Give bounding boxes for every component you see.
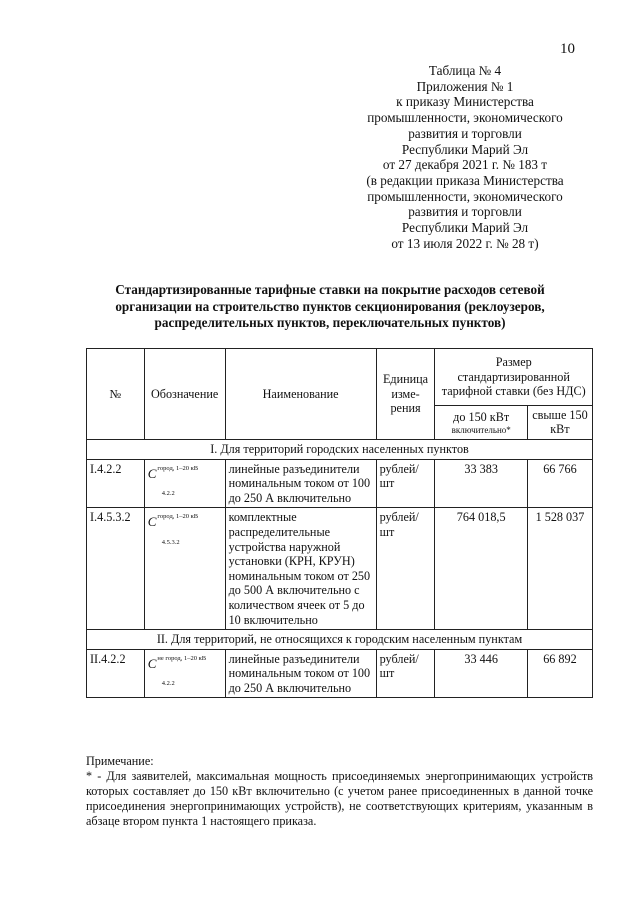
row-value-upto150: 33 383 <box>435 459 527 508</box>
title-line: распределительных пунктов, переключательных пунктов) <box>154 315 506 330</box>
section-row <box>87 630 593 650</box>
row-value-over150: 1 528 037 <box>527 508 592 630</box>
table-row <box>87 508 593 630</box>
table-header-row <box>87 349 593 406</box>
row-value-upto150: 33 446 <box>435 649 527 698</box>
header-upto150-note: включительно* <box>451 424 511 435</box>
table-row <box>87 649 593 698</box>
header-line: развития и торговли <box>408 204 522 220</box>
table-title <box>100 282 560 332</box>
section-title: II. Для территорий, не относящихся к городским населенным пунктам <box>87 630 593 650</box>
row-unit: рублей/ шт <box>376 459 435 508</box>
row-name: комплектные распределительные устройства наружной установки (КРН, КРУН) номинальным током от 250 до 500 А включительно с количеством ячеек от 5 до 10 включительно <box>225 508 376 630</box>
header-line: к приказу Министерства <box>396 94 534 110</box>
row-value-over150: 66 766 <box>527 459 592 508</box>
header-num: № <box>87 349 145 440</box>
document-header <box>340 63 590 251</box>
page-number: 10 <box>560 41 575 57</box>
note-title: Примечание: <box>86 754 154 768</box>
header-line: от 13 июля 2022 г. № 28 т) <box>391 235 539 251</box>
tariff-table <box>86 348 593 698</box>
section-title: I. Для территорий городских населенных пунктов <box>87 439 593 459</box>
row-designation: $C^{не город, 1-20 кВ}$ $_{4.2.2}$ <box>144 649 225 698</box>
row-num: I.4.5.3.2 <box>87 508 145 630</box>
header-line: промышленности, экономического <box>367 110 563 126</box>
header-line: Таблица № 4 <box>428 63 502 78</box>
row-num: I.4.2.2 <box>87 459 145 508</box>
section-row <box>87 439 593 459</box>
header-over150: свыше 150 кВт <box>527 405 592 439</box>
footnote <box>86 754 593 829</box>
header-upto150-label: до 150 кВт <box>453 410 510 425</box>
table-row <box>87 459 593 508</box>
header-line: Республики Марий Эл <box>401 141 529 157</box>
row-value-upto150: 764 018,5 <box>435 508 527 630</box>
header-rate: Размер стандартизированной тарифной ставки (без НДС) <box>435 349 593 406</box>
header-name: Наименование <box>225 349 376 440</box>
row-designation: $C^{город, 1-20 кВ}$ $_{4.2.2}$ <box>144 459 225 508</box>
header-line: от 27 декабря 2021 г. № 183 т <box>382 157 548 173</box>
row-num: II.4.2.2 <box>87 649 145 698</box>
header-line: Приложения № 1 <box>416 78 514 94</box>
row-unit: рублей/ шт <box>376 649 435 698</box>
header-line: Республики Марий Эл <box>401 220 529 236</box>
row-unit: рублей/ шт <box>376 508 435 630</box>
header-upto150 <box>435 405 527 439</box>
header-unit: Единица изме-рения <box>376 349 435 440</box>
header-line: (в редакции приказа Министерства <box>366 172 564 188</box>
row-designation: $C^{город, 1-20 кВ}$ $_{4.5.3.2}$ <box>144 508 225 630</box>
title-line: Стандартизированные тарифные ставки на покрытие расходов сетевой <box>115 282 545 297</box>
row-name: линейные разъединители номинальным током от 100 до 250 А включительно <box>225 649 376 698</box>
row-value-over150: 66 892 <box>527 649 592 698</box>
note-text: * - Для заявителей, максимальная мощность присоединяемых энергопринимающих устройств которых составляет до 150 кВт включительно (с учетом ранее присоединенных в данной точке присоединения энергопринимающих устройств), не соответствующих критериям, указанным в абзаце втором пункта 1 настоящего приказа. <box>86 769 593 829</box>
header-designation: Обозначение <box>144 349 225 440</box>
title-line: организации на строительство пунктов секционирования (реклоузеров, <box>115 298 545 314</box>
header-line: промышленности, экономического <box>367 188 563 204</box>
row-name: линейные разъединители номинальным током от 100 до 250 А включительно <box>225 459 376 508</box>
header-line: развития и торговли <box>408 125 522 141</box>
